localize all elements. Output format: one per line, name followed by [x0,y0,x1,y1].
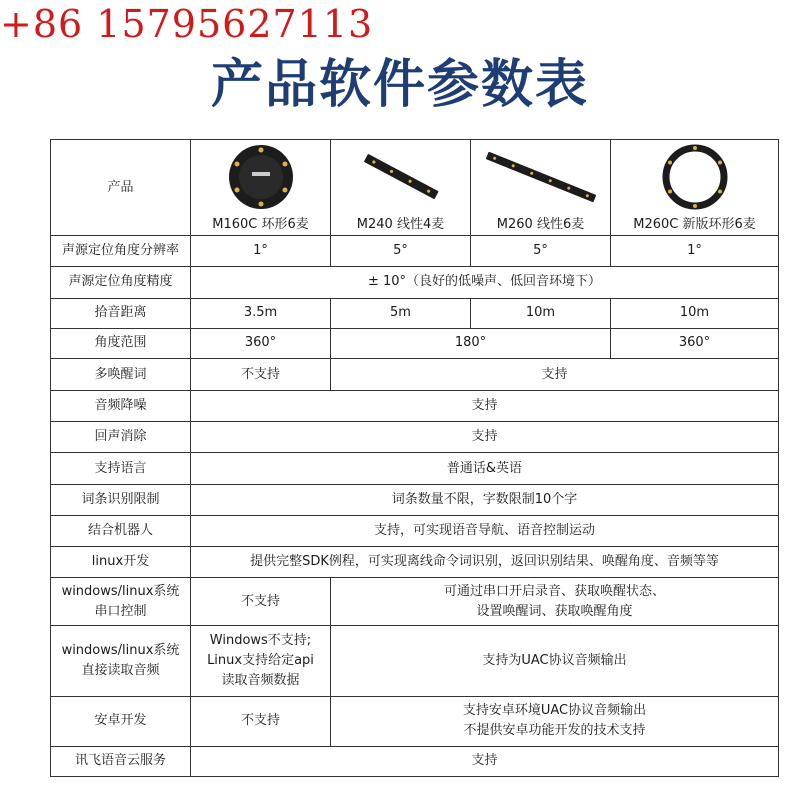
row-label: 结合机器人 [51,515,191,546]
cell: 不支持 [191,359,331,391]
table-row [51,391,779,422]
product-image-ring [195,141,326,213]
product-name: M260C 新版环形6麦 [633,216,756,232]
table-row [51,515,779,546]
cell: 不支持 [191,696,331,746]
row-label: windows/linux系统 串口控制 [51,578,191,626]
row-label: linux开发 [51,546,191,577]
table-row [51,578,779,626]
cell: 普通话&英语 [191,453,779,484]
table-row [51,453,779,484]
table-row [51,359,779,391]
cell: 1° [611,236,779,266]
row-label: 支持语言 [51,453,191,484]
row-label: 安卓开发 [51,696,191,746]
cell: 3.5m [191,298,331,328]
spec-table [50,139,779,777]
cell: 支持安卓环境UAC协议音频输出 不提供安卓功能开发的技术支持 [331,696,779,746]
product-m260 [471,140,611,236]
page-title: 产品软件参数表 [210,55,589,115]
product-name: M160C 环形6麦 [212,216,309,232]
cell: ± 10°（良好的低噪声、低回音环境下） [191,266,779,298]
table-row [51,422,779,453]
table-row [51,484,779,515]
cell: 支持 [191,746,779,776]
table-row [51,746,779,776]
cell: 1° [191,236,331,266]
row-label: 声源定位角度精度 [51,266,191,298]
row-label: 多唤醒词 [51,359,191,391]
cell: 词条数量不限，字数限制10个字 [191,484,779,515]
product-image-ring-new [615,141,774,213]
product-m260c [611,140,779,236]
product-m240 [331,140,471,236]
cell: 提供完整SDK例程，可实现离线命令词识别，返回识别结果、唤醒角度、音频等等 [191,546,779,577]
product-header: 产品 [51,140,191,236]
cell: 支持 [191,391,779,422]
cell: 可通过串口开启录音、获取唤醒状态、 设置唤醒词、获取唤醒角度 [331,578,779,626]
row-label: 回声消除 [51,422,191,453]
table-row [51,266,779,298]
cell: 5° [331,236,471,266]
cell: 支持为UAC协议音频输出 [331,626,779,696]
cell: 支持 [331,359,779,391]
cell: 360° [611,328,779,358]
product-image-linear6 [475,141,606,213]
table-row [51,298,779,328]
table-row [51,328,779,358]
row-label: 音频降噪 [51,391,191,422]
cell: 10m [611,298,779,328]
row-label: 词条识别限制 [51,484,191,515]
table-row [51,626,779,696]
table-row [51,696,779,746]
cell: 支持，可实现语音导航、语音控制运动 [191,515,779,546]
cell: 10m [471,298,611,328]
table-row [51,140,779,236]
row-label: 讯飞语音云服务 [51,746,191,776]
phone-number: +86 15795627113 [0,2,374,46]
row-label: 拾音距离 [51,298,191,328]
row-label: 声源定位角度分辨率 [51,236,191,266]
cell: 5m [331,298,471,328]
cell: Windows不支持; Linux支持给定api 读取音频数据 [191,626,331,696]
row-label: windows/linux系统 直接读取音频 [51,626,191,696]
cell: 支持 [191,422,779,453]
product-m160c [191,140,331,236]
product-name: M260 线性6麦 [496,216,585,232]
product-name: M240 线性4麦 [356,216,445,232]
cell: 5° [471,236,611,266]
row-label: 角度范围 [51,328,191,358]
cell: 180° [331,328,611,358]
cell: 不支持 [191,578,331,626]
product-image-linear4 [335,141,466,213]
table-row [51,236,779,266]
cell: 360° [191,328,331,358]
table-row [51,546,779,577]
